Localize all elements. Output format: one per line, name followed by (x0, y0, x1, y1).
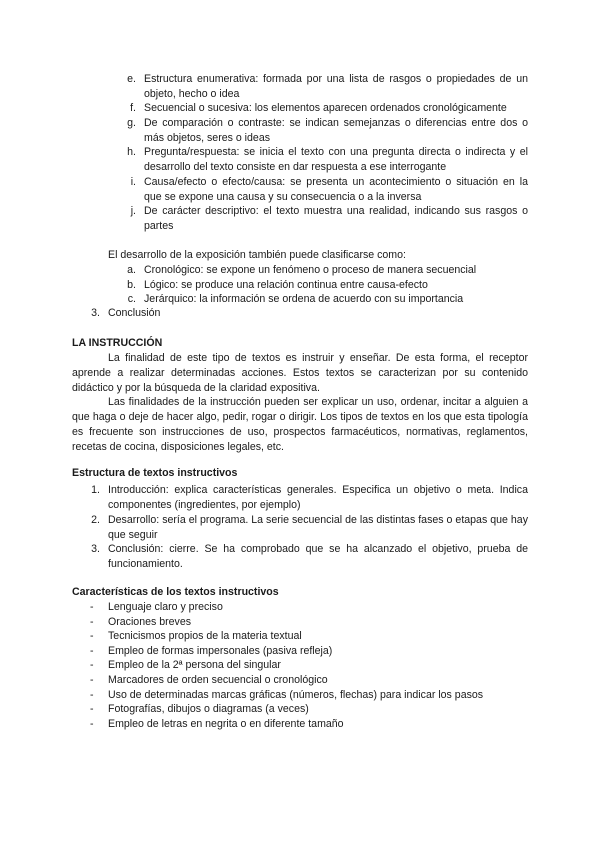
list-item-text: Estructura enumerativa: formada por una lista de rasgos o propiedades de un objeto, hecho o idea (144, 73, 528, 100)
list-item-text: Empleo de letras en negrita o en diferente tamaño (108, 717, 344, 730)
bullet-dash: - (90, 601, 94, 613)
list-item-text: Desarrollo: sería el programa. La serie secuencial de las distintas fases o etapas que hay que seguir (108, 514, 528, 541)
list-item-label: f. (130, 102, 136, 114)
list-item-text: Empleo de formas impersonales (pasiva refleja) (108, 644, 333, 657)
section-heading: Estructura de textos instructivos (72, 467, 238, 479)
bullet-dash: - (90, 630, 94, 643)
list-item-text: Introducción: explica características generales. Especifica un objetivo o meta. Indica componentes (ingredientes, por ejemplo) (108, 484, 528, 511)
list-item-text: De carácter descriptivo: el texto muestra una realidad, indicando sus rasgos o partes (144, 205, 528, 232)
list-item-label: 3. (91, 543, 100, 555)
list-item-label: 1. (91, 484, 100, 496)
list-item-label: 3. (91, 307, 100, 319)
list-item-label: e. (127, 73, 136, 85)
bullet-dash: - (90, 717, 94, 730)
list-item-text: Lenguaje claro y preciso (108, 601, 223, 613)
list-item-label: b. (127, 279, 136, 291)
bullet-dash: - (90, 615, 94, 628)
list-item-text: Marcadores de orden secuencial o cronológico (108, 674, 328, 686)
list-item-text: Fotografías, dibujos o diagramas (a veces) (108, 703, 309, 716)
list-item-text: Secuencial o sucesiva: los elementos aparecen ordenados cronológicamente (144, 102, 507, 114)
list-item-label: g. (127, 117, 136, 129)
list-item-text: Tecnicismos propios de la materia textual (108, 630, 302, 643)
list-item-text: Oraciones breves (108, 615, 192, 628)
list-item-text: Uso de determinadas marcas gráficas (números, flechas) para indicar los pasos (108, 688, 484, 701)
list-item-text: Cronológico: se expone un fenómeno o proceso de manera secuencial (144, 264, 477, 276)
bullet-dash: - (90, 703, 94, 716)
paragraph: Las finalidades de la instrucción pueden ser explicar un uso, ordenar, incitar a alguien a que haga o deje de hacer algo, pedir, rogar o dirigir. Los tipos de textos en los que esta tipología es frecuente son instrucciones de uso, prospectos farmacéuticos, normativas, reglamentos, recetas de cocina, disposiciones legales, etc. (72, 396, 528, 453)
list-item-text: De comparación o contraste: se indican semejanzas o diferencias entre dos o más objetos, seres o ideas (144, 117, 528, 144)
list-item-text: Causa/efecto o efecto/causa: se presenta un acontecimiento o situación en la que se expone una causa y su consecuencia o a la inversa (144, 176, 528, 203)
list-item-text: Empleo de la 2ª persona del singular (108, 659, 281, 672)
list-item-text: Conclusión (108, 307, 161, 319)
list-item-label: i. (130, 176, 136, 188)
bullet-dash: - (90, 674, 94, 686)
list-item-text: Jerárquico: la información se ordena de acuerdo con su importancia (144, 293, 464, 305)
list-item-label: 2. (91, 514, 100, 526)
bullet-dash: - (90, 659, 94, 672)
bullet-dash: - (90, 644, 94, 657)
list-item-text: Conclusión: cierre. Se ha comprobado que se ha alcanzado el objetivo, prueba de funcionamiento. (108, 543, 528, 570)
list-item-text: Lógico: se produce una relación continua entre causa-efecto (144, 279, 428, 291)
list-item-label: a. (127, 264, 136, 276)
desarrollo-intro: El desarrollo de la exposición también puede clasificarse como: (108, 249, 406, 261)
list-item-label: c. (127, 293, 136, 305)
list-item-text: Pregunta/respuesta: se inicia el texto con una pregunta directa o indirecta y el desarrollo del texto consiste en dar respuesta a ese interrogante (144, 146, 528, 173)
section-heading: Características de los textos instructivos (72, 586, 279, 598)
bullet-dash: - (90, 688, 94, 701)
section-heading: LA INSTRUCCIÓN (72, 337, 163, 349)
paragraph: La finalidad de este tipo de textos es instruir y enseñar. De esta forma, el receptor aprende a realizar determinadas acciones. Estos textos se caracterizan por su contenido didáctico y por la búsqueda de la claridad expositiva. (72, 352, 528, 394)
list-item-label: j. (130, 205, 136, 217)
list-item-label: h. (127, 146, 136, 158)
